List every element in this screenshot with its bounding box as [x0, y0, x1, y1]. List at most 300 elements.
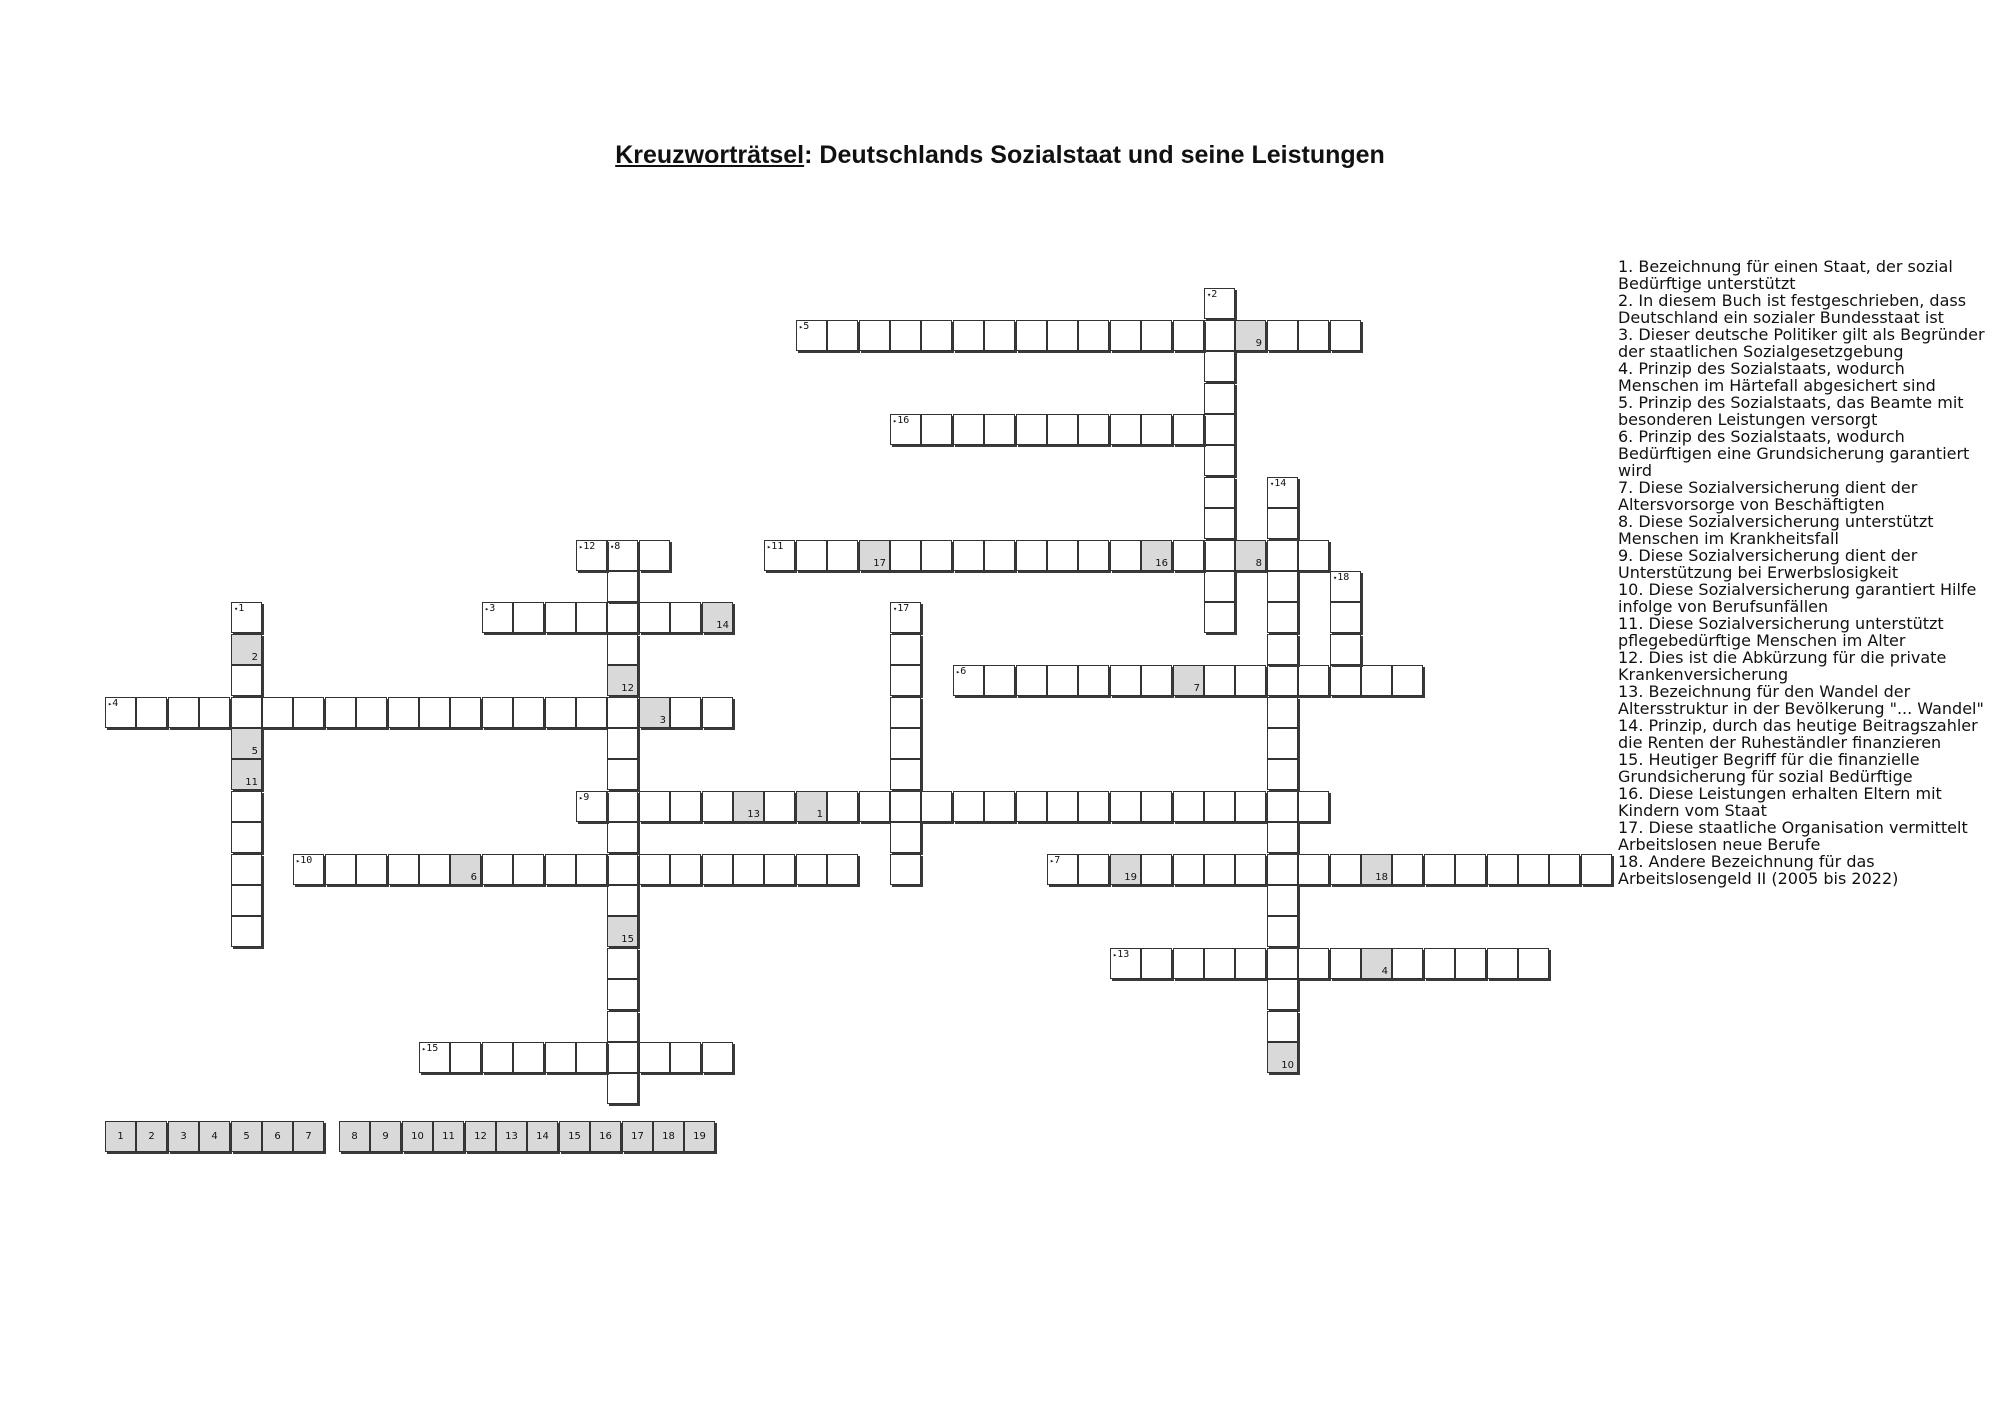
grid-cell[interactable]	[513, 697, 544, 728]
clue-number-18: ▾18	[1333, 572, 1350, 583]
grid-cell[interactable]	[1047, 414, 1078, 445]
clue-number-2: ▾2	[1207, 289, 1218, 300]
grid-cell[interactable]	[1361, 854, 1392, 885]
grid-cell[interactable]	[356, 854, 387, 885]
grid-cell[interactable]	[1267, 728, 1298, 759]
grid-cell[interactable]	[1298, 948, 1329, 979]
grid-cell[interactable]	[702, 791, 733, 822]
clue-item: 5. Prinzip des Sozialstaats, das Beamte mit besonderen Leistungen versorgt	[1618, 393, 1964, 429]
grid-cell[interactable]	[1110, 414, 1141, 445]
grid-cell[interactable]	[576, 540, 607, 571]
grid-cell[interactable]	[1173, 665, 1204, 696]
grid-cell[interactable]	[1424, 948, 1455, 979]
solution-cell[interactable]: 2	[136, 1121, 167, 1152]
grid-cell[interactable]	[607, 822, 638, 853]
solution-letter-mark: 10	[1281, 1060, 1294, 1071]
solution-letter-mark: 7	[1193, 683, 1200, 694]
grid-cell[interactable]	[136, 697, 167, 728]
grid-cell[interactable]	[1298, 854, 1329, 885]
grid-cell[interactable]	[545, 854, 576, 885]
grid-cell[interactable]	[482, 854, 513, 885]
grid-cell[interactable]	[199, 697, 230, 728]
solution-letter-mark: 6	[470, 872, 477, 883]
grid-cell[interactable]	[168, 697, 199, 728]
grid-cell[interactable]	[890, 697, 921, 728]
grid-cell[interactable]	[1141, 540, 1172, 571]
grid-cell[interactable]	[1267, 822, 1298, 853]
solution-cell[interactable]: 16	[590, 1121, 621, 1152]
grid-cell[interactable]	[1173, 854, 1204, 885]
grid-cell[interactable]	[450, 854, 481, 885]
grid-cell[interactable]	[953, 791, 984, 822]
solution-cell[interactable]: 3	[168, 1121, 199, 1152]
clue-item: 9. Diese Sozialversicherung dient der Unterstützung bei Erwerbslosigkeit	[1618, 546, 1918, 582]
clue-item: 18. Andere Bezeichnung für das Arbeitslosengeld II (2005 bis 2022)	[1618, 852, 1899, 888]
grid-cell[interactable]	[1392, 665, 1423, 696]
solution-letter-mark: 3	[659, 715, 666, 726]
clue-number-10: ▸10	[296, 855, 313, 866]
grid-cell[interactable]	[1016, 414, 1047, 445]
grid-cell[interactable]	[1141, 948, 1172, 979]
grid-cell[interactable]	[984, 665, 1015, 696]
grid-cell[interactable]	[356, 697, 387, 728]
clue-item: 13. Bezeichnung für den Wandel der Altersstruktur in der Bevölkerung "... Wandel"	[1618, 682, 1984, 718]
grid-cell[interactable]	[1078, 854, 1109, 885]
grid-cell[interactable]	[231, 885, 262, 916]
grid-cell[interactable]	[607, 759, 638, 790]
clue-item: 1. Bezeichnung für einen Staat, der sozial Bedürftige unterstützt	[1618, 257, 1953, 293]
clue-item: 2. In diesem Buch ist festgeschrieben, dass Deutschland ein sozialer Bundesstaat ist	[1618, 291, 1967, 327]
grid-cell[interactable]	[419, 854, 450, 885]
grid-cell[interactable]	[639, 602, 670, 633]
solution-letter-mark: 13	[747, 809, 760, 820]
grid-cell[interactable]	[670, 602, 701, 633]
grid-cell[interactable]	[513, 602, 544, 633]
grid-cell[interactable]	[1204, 791, 1235, 822]
grid-cell[interactable]	[764, 540, 795, 571]
grid-cell[interactable]	[1424, 854, 1455, 885]
grid-cell[interactable]	[796, 320, 827, 351]
grid-cell[interactable]	[1173, 791, 1204, 822]
clue-number-6: ▸6	[956, 666, 967, 677]
grid-cell[interactable]	[827, 854, 858, 885]
solution-letter-mark: 2	[251, 652, 258, 663]
grid-cell[interactable]	[545, 602, 576, 633]
grid-cell[interactable]	[545, 697, 576, 728]
clue-number-5: ▸5	[799, 321, 810, 332]
grid-cell[interactable]	[1267, 634, 1298, 665]
grid-cell[interactable]	[607, 948, 638, 979]
solution-cell[interactable]: 17	[622, 1121, 653, 1152]
grid-cell[interactable]	[984, 791, 1015, 822]
grid-cell[interactable]	[1204, 540, 1235, 571]
grid-cell[interactable]	[1298, 320, 1329, 351]
grid-cell[interactable]	[1204, 508, 1235, 539]
grid-cell[interactable]	[1235, 540, 1266, 571]
grid-cell[interactable]	[607, 1011, 638, 1042]
solution-letter-mark: 1	[816, 809, 823, 820]
grid-cell[interactable]	[607, 885, 638, 916]
solution-cell[interactable]: 6	[262, 1121, 293, 1152]
grid-cell[interactable]	[1141, 791, 1172, 822]
grid-cell[interactable]	[1330, 634, 1361, 665]
grid-cell[interactable]	[827, 791, 858, 822]
grid-cell[interactable]	[388, 854, 419, 885]
grid-cell[interactable]	[702, 697, 733, 728]
grid-cell[interactable]	[1204, 602, 1235, 633]
grid-cell[interactable]	[576, 854, 607, 885]
solution-cell[interactable]: 8	[339, 1121, 370, 1152]
grid-cell[interactable]	[764, 854, 795, 885]
grid-cell[interactable]	[1487, 854, 1518, 885]
grid-cell[interactable]	[513, 1042, 544, 1073]
clue-number-11: ▸11	[767, 541, 784, 552]
grid-cell[interactable]	[859, 540, 890, 571]
grid-cell[interactable]	[1518, 854, 1549, 885]
grid-cell[interactable]	[1141, 320, 1172, 351]
grid-cell[interactable]	[639, 540, 670, 571]
solution-letter-mark: 18	[1375, 872, 1388, 883]
grid-cell[interactable]	[1581, 854, 1612, 885]
grid-cell[interactable]	[450, 1042, 481, 1073]
solution-cell[interactable]: 15	[559, 1121, 590, 1152]
grid-cell[interactable]	[1235, 854, 1266, 885]
clue-item: 11. Diese Sozialversicherung unterstützt pflegebedürftige Menschen im Alter	[1618, 614, 1944, 650]
grid-cell[interactable]	[231, 916, 262, 947]
clue-number-16: ▸16	[893, 415, 910, 426]
grid-cell[interactable]	[1267, 979, 1298, 1010]
grid-cell[interactable]	[1267, 665, 1298, 696]
grid-cell[interactable]	[293, 697, 324, 728]
grid-cell[interactable]	[1078, 665, 1109, 696]
clue-item: 4. Prinzip des Sozialstaats, wodurch Menschen im Härtefall abgesichert sind	[1618, 359, 1936, 395]
grid-cell[interactable]	[231, 634, 262, 665]
grid-cell[interactable]	[1235, 948, 1266, 979]
grid-cell[interactable]	[607, 634, 638, 665]
grid-cell[interactable]	[1078, 320, 1109, 351]
grid-cell[interactable]	[827, 540, 858, 571]
grid-cell[interactable]	[1110, 854, 1141, 885]
clue-number-12: ▸12	[579, 541, 596, 552]
grid-cell[interactable]	[1361, 948, 1392, 979]
grid-cell[interactable]	[607, 602, 638, 633]
grid-cell[interactable]	[325, 854, 356, 885]
grid-cell[interactable]	[921, 320, 952, 351]
grid-cell[interactable]	[1235, 320, 1266, 351]
grid-cell[interactable]	[1267, 540, 1298, 571]
grid-cell[interactable]	[639, 791, 670, 822]
grid-cell[interactable]	[607, 854, 638, 885]
grid-cell[interactable]	[1455, 854, 1486, 885]
clue-number-14: ▾14	[1270, 478, 1287, 489]
grid-cell[interactable]	[890, 854, 921, 885]
solution-letter-mark: 16	[1155, 558, 1168, 569]
grid-cell[interactable]	[1204, 665, 1235, 696]
grid-cell[interactable]	[1141, 414, 1172, 445]
grid-cell[interactable]	[231, 602, 262, 633]
clue-item: 12. Dies ist die Abkürzung für die private Krankenversicherung	[1618, 648, 1947, 684]
grid-cell[interactable]	[1047, 320, 1078, 351]
grid-cell[interactable]	[607, 916, 638, 947]
grid-cell[interactable]	[1016, 320, 1047, 351]
solution-cell[interactable]: 10	[402, 1121, 433, 1152]
solution-letter-mark: 19	[1124, 872, 1137, 883]
grid-cell[interactable]	[1267, 1042, 1298, 1073]
grid-cell[interactable]	[1267, 508, 1298, 539]
grid-cell[interactable]	[1267, 759, 1298, 790]
clue-item: 7. Diese Sozialversicherung dient der Altersvorsorge von Beschäftigten	[1618, 478, 1918, 514]
grid-cell[interactable]	[890, 602, 921, 633]
grid-cell[interactable]	[670, 854, 701, 885]
grid-cell[interactable]	[639, 1042, 670, 1073]
grid-cell[interactable]	[545, 1042, 576, 1073]
grid-cell[interactable]	[607, 571, 638, 602]
clue-item: 10. Diese Sozialversicherung garantiert Hilfe infolge von Berufsunfällen	[1618, 580, 1977, 616]
grid-cell[interactable]	[576, 791, 607, 822]
grid-cell[interactable]	[953, 320, 984, 351]
clue-number-4: ▸4	[108, 698, 119, 709]
grid-cell[interactable]	[607, 1073, 638, 1104]
grid-cell[interactable]	[702, 602, 733, 633]
clue-number-15: ▸15	[422, 1043, 439, 1054]
grid-cell[interactable]	[890, 822, 921, 853]
grid-cell[interactable]	[1330, 854, 1361, 885]
grid-cell[interactable]	[1204, 320, 1235, 351]
grid-cell[interactable]	[1298, 665, 1329, 696]
grid-cell[interactable]	[890, 634, 921, 665]
grid-cell[interactable]	[1047, 540, 1078, 571]
grid-cell[interactable]	[607, 665, 638, 696]
grid-cell[interactable]	[796, 791, 827, 822]
solution-letter-mark: 4	[1381, 966, 1388, 977]
grid-cell[interactable]	[670, 697, 701, 728]
grid-cell[interactable]	[890, 540, 921, 571]
grid-cell[interactable]	[827, 320, 858, 351]
grid-cell[interactable]	[231, 791, 262, 822]
grid-cell[interactable]	[733, 791, 764, 822]
grid-cell[interactable]	[1047, 854, 1078, 885]
grid-cell[interactable]	[639, 854, 670, 885]
grid-cell[interactable]	[1298, 791, 1329, 822]
grid-cell[interactable]	[1173, 414, 1204, 445]
grid-cell[interactable]	[890, 791, 921, 822]
grid-cell[interactable]	[576, 602, 607, 633]
clue-number-17: ▾17	[893, 603, 910, 614]
grid-cell[interactable]	[1330, 571, 1361, 602]
grid-cell[interactable]	[607, 540, 638, 571]
grid-cell[interactable]	[1047, 791, 1078, 822]
grid-cell[interactable]	[953, 414, 984, 445]
grid-cell[interactable]	[231, 854, 262, 885]
grid-cell[interactable]	[482, 1042, 513, 1073]
grid-cell[interactable]	[1267, 885, 1298, 916]
solution-cell[interactable]: 12	[465, 1121, 496, 1152]
grid-cell[interactable]	[1173, 320, 1204, 351]
grid-cell[interactable]	[1173, 540, 1204, 571]
solution-cell[interactable]: 1	[105, 1121, 136, 1152]
grid-cell[interactable]	[1078, 540, 1109, 571]
grid-cell[interactable]	[1204, 288, 1235, 319]
grid-cell[interactable]	[482, 697, 513, 728]
title-rest: : Deutschlands Sozialstaat und seine Leistungen	[804, 141, 1385, 169]
grid-cell[interactable]	[1016, 791, 1047, 822]
grid-cell[interactable]	[953, 540, 984, 571]
grid-cell[interactable]	[1110, 791, 1141, 822]
grid-cell[interactable]	[639, 697, 670, 728]
grid-cell[interactable]	[890, 414, 921, 445]
grid-cell[interactable]	[1204, 477, 1235, 508]
clue-number-7: ▸7	[1050, 855, 1061, 866]
grid-cell[interactable]	[1267, 697, 1298, 728]
grid-cell[interactable]	[921, 540, 952, 571]
grid-cell[interactable]	[1016, 540, 1047, 571]
grid-cell[interactable]	[1204, 445, 1235, 476]
grid-cell[interactable]	[231, 665, 262, 696]
grid-cell[interactable]	[890, 728, 921, 759]
grid-cell[interactable]	[1330, 602, 1361, 633]
clue-item: 6. Prinzip des Sozialstaats, wodurch Bedürftigen eine Grundsicherung garantiert wird	[1618, 427, 1970, 480]
grid-cell[interactable]	[1487, 948, 1518, 979]
grid-cell[interactable]	[1549, 854, 1580, 885]
grid-cell[interactable]	[576, 1042, 607, 1073]
grid-cell[interactable]	[262, 697, 293, 728]
grid-cell[interactable]	[325, 697, 356, 728]
clue-item: 8. Diese Sozialversicherung unterstützt Menschen im Krankheitsfall	[1618, 512, 1934, 548]
grid-cell[interactable]	[1204, 571, 1235, 602]
solution-cell[interactable]: 19	[684, 1121, 715, 1152]
grid-cell[interactable]	[1392, 854, 1423, 885]
clue-item: 17. Diese staatliche Organisation vermittelt Arbeitslosen neue Berufe	[1618, 818, 1968, 854]
grid-cell[interactable]	[921, 414, 952, 445]
solution-cell[interactable]: 11	[433, 1121, 464, 1152]
grid-cell[interactable]	[1298, 540, 1329, 571]
grid-cell[interactable]	[890, 759, 921, 790]
grid-cell[interactable]	[670, 1042, 701, 1073]
clue-number-8: ▾8	[610, 541, 621, 552]
grid-cell[interactable]	[1110, 665, 1141, 696]
grid-cell[interactable]	[513, 854, 544, 885]
grid-cell[interactable]	[1078, 791, 1109, 822]
grid-cell[interactable]	[1204, 414, 1235, 445]
grid-cell[interactable]	[796, 854, 827, 885]
solution-cell[interactable]: 18	[653, 1121, 684, 1152]
clue-item: 15. Heutiger Begriff für die finanzielle Grundsicherung für sozial Bedürftige	[1618, 750, 1920, 786]
grid-cell[interactable]	[419, 697, 450, 728]
grid-cell[interactable]	[984, 320, 1015, 351]
clue-item: 16. Diese Leistungen erhalten Eltern mit Kindern vom Staat	[1618, 784, 1942, 820]
clue-number-13: ▸13	[1113, 949, 1130, 960]
grid-cell[interactable]	[890, 665, 921, 696]
solution-cell[interactable]: 4	[199, 1121, 230, 1152]
grid-cell[interactable]	[953, 665, 984, 696]
grid-cell[interactable]	[1235, 791, 1266, 822]
grid-cell[interactable]	[1078, 414, 1109, 445]
grid-cell[interactable]	[1204, 351, 1235, 382]
solution-cell[interactable]: 9	[370, 1121, 401, 1152]
grid-cell[interactable]	[1016, 665, 1047, 696]
grid-cell[interactable]	[1204, 854, 1235, 885]
grid-cell[interactable]	[1204, 383, 1235, 414]
grid-cell[interactable]	[984, 414, 1015, 445]
grid-cell[interactable]	[1141, 665, 1172, 696]
grid-cell[interactable]	[231, 728, 262, 759]
grid-cell[interactable]	[670, 791, 701, 822]
clue-item: 3. Dieser deutsche Politiker gilt als Begründer der staatlichen Sozialgesetzgebung	[1618, 325, 1985, 361]
grid-cell[interactable]	[702, 854, 733, 885]
grid-cell[interactable]	[1267, 602, 1298, 633]
grid-cell[interactable]	[1204, 948, 1235, 979]
grid-cell[interactable]	[1110, 948, 1141, 979]
grid-cell[interactable]	[859, 320, 890, 351]
grid-cell[interactable]	[1267, 916, 1298, 947]
grid-cell[interactable]	[702, 1042, 733, 1073]
solution-cell[interactable]: 13	[496, 1121, 527, 1152]
grid-cell[interactable]	[1110, 320, 1141, 351]
grid-cell[interactable]	[607, 697, 638, 728]
grid-cell[interactable]	[1110, 540, 1141, 571]
clue-number-9: ▸9	[579, 792, 590, 803]
solution-cell[interactable]: 5	[231, 1121, 262, 1152]
grid-cell[interactable]	[293, 854, 324, 885]
grid-cell[interactable]	[607, 979, 638, 1010]
grid-cell[interactable]	[1267, 477, 1298, 508]
solution-letter-mark: 14	[716, 620, 729, 631]
grid-cell[interactable]	[764, 791, 795, 822]
solution-cell[interactable]: 14	[527, 1121, 558, 1152]
grid-cell[interactable]	[1518, 948, 1549, 979]
grid-cell[interactable]	[419, 1042, 450, 1073]
grid-cell[interactable]	[1267, 791, 1298, 822]
grid-cell[interactable]	[482, 602, 513, 633]
grid-cell[interactable]	[1267, 320, 1298, 351]
grid-cell[interactable]	[733, 854, 764, 885]
grid-cell[interactable]	[231, 697, 262, 728]
solution-cell[interactable]: 7	[293, 1121, 324, 1152]
grid-cell[interactable]	[1267, 854, 1298, 885]
grid-cell[interactable]	[1361, 665, 1392, 696]
grid-cell[interactable]	[890, 320, 921, 351]
grid-cell[interactable]	[231, 822, 262, 853]
grid-cell[interactable]	[1141, 854, 1172, 885]
grid-cell[interactable]	[607, 791, 638, 822]
grid-cell[interactable]	[1392, 948, 1423, 979]
grid-cell[interactable]	[105, 697, 136, 728]
solution-letter-mark: 8	[1255, 558, 1262, 569]
grid-cell[interactable]	[1267, 1011, 1298, 1042]
grid-cell[interactable]	[1235, 665, 1266, 696]
grid-cell[interactable]	[859, 791, 890, 822]
clue-item: 14. Prinzip, durch das heutige Beitragszahler die Renten der Ruheständler finanzieren	[1618, 716, 1978, 752]
grid-cell[interactable]	[388, 697, 419, 728]
solution-letter-mark: 9	[1255, 338, 1262, 349]
grid-cell[interactable]	[921, 791, 952, 822]
grid-cell[interactable]	[450, 697, 481, 728]
grid-cell[interactable]	[607, 1042, 638, 1073]
grid-cell[interactable]	[576, 697, 607, 728]
grid-cell[interactable]	[1267, 571, 1298, 602]
grid-cell[interactable]	[1330, 948, 1361, 979]
grid-cell[interactable]	[1173, 948, 1204, 979]
grid-cell[interactable]	[1455, 948, 1486, 979]
grid-cell[interactable]	[607, 728, 638, 759]
grid-cell[interactable]	[984, 540, 1015, 571]
grid-cell[interactable]	[231, 759, 262, 790]
grid-cell[interactable]	[1330, 320, 1361, 351]
grid-cell[interactable]	[1330, 665, 1361, 696]
grid-cell[interactable]	[796, 540, 827, 571]
grid-cell[interactable]	[1047, 665, 1078, 696]
grid-cell[interactable]	[1267, 948, 1298, 979]
